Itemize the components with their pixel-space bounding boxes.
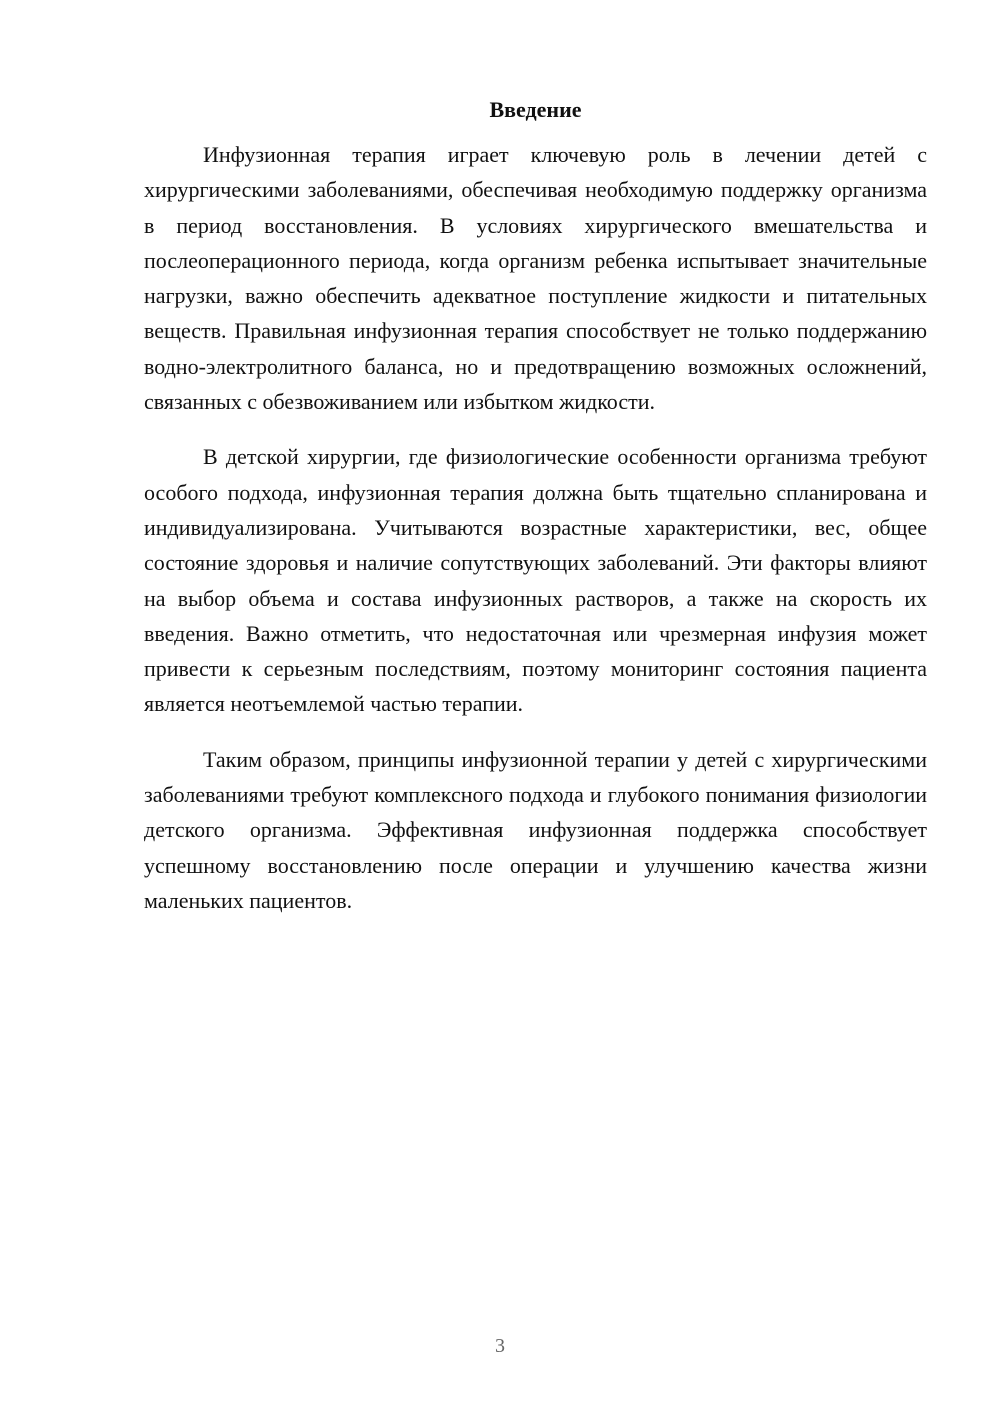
page-number: 3	[495, 1335, 505, 1357]
section-heading: Введение	[489, 97, 582, 122]
paragraph-2: В детской хирургии, где физиологические особенности организма требуют особого подхода, инфузионная терапия должна быть тщательно спланирована и индивидуализирована. Учитываются возрастные характеристики, вес, общее состояние здоровья и наличие сопутствующих заболеваний. Эти факторы влияют на выбор объема и состава инфузионных растворов, а также на скорость их введения. Важно отметить, что недостаточная или чрезмерная инфузия может привести к серьезным последствиям, поэтому мониторинг состояния пациента является неотъемлемой частью терапии.	[144, 444, 927, 717]
paragraph-1: Инфузионная терапия играет ключевую роль в лечении детей с хирургическими заболеваниями, обеспечивая необходимую поддержку организма в период восстановления. В условиях хирургического вмешательства и послеоперационного периода, когда организм ребенка испытывает значительные нагрузки, важно обеспечить адекватное поступление жидкости и питательных веществ. Правильная инфузионная терапия способствует не только поддержанию водно-электролитного баланса, но и предотвращению возможных осложнений, связанных с обезвоживанием или избытком жидкости.	[144, 142, 927, 415]
page-body	[144, 94, 927, 938]
paragraph-3: Таким образом, принципы инфузионной терапии у детей с хирургическими заболеваниями требуют комплексного подхода и глубокого понимания физиологии детского организма. Эффективная инфузионная поддержка способствует успешному восстановлению после операции и улучшению качества жизни маленьких пациентов.	[144, 746, 927, 913]
